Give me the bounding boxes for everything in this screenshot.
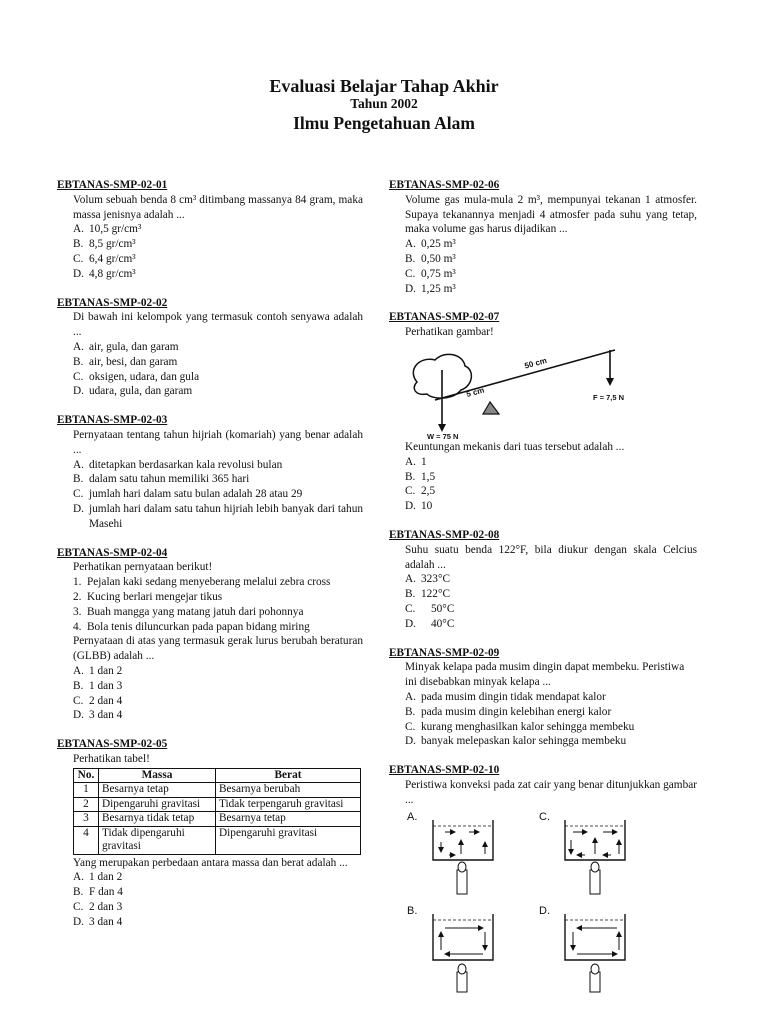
- question-text: Pernyataan di atas yang termasuk gerak lurus berubah beraturan (GLBB) adalah ...: [73, 635, 363, 663]
- option-d[interactable]: D. 10: [405, 500, 433, 513]
- right-column: [389, 178, 697, 1009]
- option-c[interactable]: C. jumlah hari dalam satu bulan adalah 28 atau 29: [73, 488, 303, 501]
- page-subject: Ilmu Pengetahuan Alam: [293, 113, 475, 133]
- col-header-no: No.: [74, 768, 99, 783]
- question-text: Suhu suatu benda 122°F, bila diukur dengan skala Celcius adalah ...: [405, 543, 697, 571]
- left-column: [57, 178, 363, 944]
- mass-weight-table: [73, 768, 361, 855]
- question-id: EBTANAS-SMP-02-10: [389, 764, 500, 777]
- beaker-c: [565, 820, 625, 894]
- convection-figures: [389, 810, 659, 995]
- statement-4: 4. Bola tenis diluncurkan pada papan bidang miring: [73, 620, 310, 633]
- fulcrum: [483, 402, 499, 414]
- option-a[interactable]: A. 10,5 gr/cm³: [73, 223, 142, 236]
- option-a[interactable]: A. ditetapkan berdasarkan kala revolusi bulan: [73, 458, 283, 471]
- option-b-label[interactable]: B.: [407, 904, 418, 917]
- option-a[interactable]: A. 1 dan 2: [73, 871, 123, 884]
- question-id: EBTANAS-SMP-02-08: [389, 528, 500, 541]
- question-2: [57, 296, 363, 400]
- option-b[interactable]: B. pada musim dingin kelebihan energi kalor: [405, 705, 612, 718]
- option-b[interactable]: B. F dan 4: [73, 886, 123, 899]
- question-3: [57, 413, 363, 531]
- question-intro: Perhatikan pernyataan berikut!: [73, 561, 213, 574]
- question-text: Minyak kelapa pada musim dingin dapat membeku. Peristiwa ini disebabkan minyak kelapa ...: [405, 661, 685, 689]
- statement-1: 1. Pejalan kaki sedang menyeberang melalui zebra cross: [73, 576, 331, 589]
- question-6: [389, 178, 697, 296]
- option-b[interactable]: B. 1 dan 3: [73, 679, 123, 692]
- option-b[interactable]: B. 1,5: [405, 470, 436, 483]
- option-d[interactable]: D. 4,8 gr/cm³: [73, 267, 136, 280]
- col-header-massa: Massa: [99, 768, 216, 783]
- option-d[interactable]: D. 1,25 m³: [405, 282, 456, 295]
- option-b[interactable]: B. dalam satu tahun memiliki 365 hari: [73, 473, 250, 486]
- option-d[interactable]: D. udara, gula, dan garam: [73, 385, 193, 398]
- question-8: [389, 528, 697, 632]
- option-d[interactable]: D. 3 dan 4: [73, 915, 123, 928]
- option-a[interactable]: A. 1: [405, 455, 427, 468]
- option-b[interactable]: B. 122°C: [405, 588, 450, 601]
- question-text: Pernyataan tentang tahun hijriah (komariah) yang benar adalah ...: [73, 428, 363, 456]
- question-id: EBTANAS-SMP-02-05: [57, 738, 168, 751]
- option-c[interactable]: C. 2,5: [405, 485, 436, 498]
- option-b[interactable]: B. 0,50 m³: [405, 252, 456, 265]
- option-c[interactable]: C. 0,75 m³: [405, 267, 456, 280]
- option-b[interactable]: B. 8,5 gr/cm³: [73, 238, 136, 251]
- question-10: [389, 763, 697, 994]
- option-d[interactable]: D. banyak melepaskan kalor sehingga membeku: [405, 735, 627, 748]
- question-id: EBTANAS-SMP-02-04: [57, 546, 168, 559]
- option-a[interactable]: A. pada musim dingin tidak mendapat kalor: [405, 690, 606, 703]
- table-row: 3 Besarnya tidak tetap Besarnya tetap: [74, 812, 361, 827]
- table-header-row: [74, 768, 361, 783]
- option-c[interactable]: C. 50°C: [405, 602, 455, 615]
- beaker-b: [433, 914, 493, 992]
- option-d-label[interactable]: D.: [539, 904, 550, 917]
- table-row: 2 Dipengaruhi gravitasi Tidak terpengaruh gravitasi: [74, 797, 361, 812]
- option-d[interactable]: D. 40°C: [405, 617, 455, 630]
- option-c[interactable]: C. 6,4 gr/cm³: [73, 252, 136, 265]
- option-a[interactable]: A. 323°C: [405, 573, 450, 586]
- question-text: Keuntungan mekanis dari tuas tersebut adalah ...: [405, 440, 625, 453]
- question-intro: Perhatikan tabel!: [73, 752, 150, 765]
- question-1: [57, 178, 363, 282]
- statement-2: 2. Kucing berlari mengejar tikus: [73, 590, 223, 603]
- convection-drawings: [389, 810, 659, 995]
- statement-3: 3. Buah mangga yang matang jatuh dari pohonnya: [73, 605, 304, 618]
- option-b[interactable]: B. air, besi, dan garam: [73, 355, 178, 368]
- lever-figure: [405, 340, 665, 440]
- option-c[interactable]: C. 2 dan 4: [73, 694, 123, 707]
- option-c[interactable]: C. kurang menghasilkan kalor sehingga membeku: [405, 720, 635, 733]
- question-id: EBTANAS-SMP-02-06: [389, 179, 500, 191]
- question-text: Di bawah ini kelompok yang termasuk contoh senyawa adalah ...: [73, 311, 363, 339]
- page-year: Tahun 2002: [350, 96, 418, 111]
- option-c[interactable]: C. 2 dan 3: [73, 901, 123, 914]
- question-id: EBTANAS-SMP-02-01: [57, 179, 168, 191]
- col-header-berat: Berat: [216, 768, 361, 783]
- beaker-a: [433, 820, 493, 894]
- option-a-label[interactable]: A.: [407, 810, 418, 823]
- long-arm-label: 50 cm: [523, 355, 548, 371]
- page-title: Evaluasi Belajar Tahap Akhir: [269, 76, 499, 96]
- question-9: [389, 646, 697, 750]
- force-label: F = 7,5 N: [593, 392, 625, 402]
- option-d[interactable]: D. 3 dan 4: [73, 709, 123, 722]
- question-7: [389, 310, 697, 514]
- question-text: Volum sebuah benda 8 cm³ ditimbang massanya 84 gram, maka massa jenisnya adalah ...: [73, 193, 363, 221]
- option-c[interactable]: C. oksigen, udara, dan gula: [73, 370, 200, 383]
- option-c-label[interactable]: C.: [539, 810, 550, 823]
- short-arm-label: 5 cm: [465, 385, 486, 399]
- beaker-d: [565, 914, 625, 992]
- option-a[interactable]: A. 1 dan 2: [73, 664, 123, 677]
- question-id: EBTANAS-SMP-02-02: [57, 296, 168, 309]
- option-a[interactable]: A. 0,25 m³: [405, 238, 456, 251]
- question-text: Peristiwa konveksi pada zat cair yang benar ditunjukkan gambar ...: [405, 778, 697, 806]
- question-id: EBTANAS-SMP-02-07: [389, 311, 500, 324]
- question-4: [57, 546, 363, 724]
- weight-label: W = 75 N: [427, 431, 459, 440]
- table-row: 1 Besarnya tetap Besarnya berubah: [74, 783, 361, 798]
- question-text: Volume gas mula-mula 2 m³, mempunyai tekanan 1 atmosfer. Supaya tekanannya menjadi 4 atmosfer pada suhu yang tetap, maka volume gas harus dijadikan ...: [405, 193, 697, 236]
- question-5: [57, 737, 363, 930]
- question-id: EBTANAS-SMP-02-09: [389, 646, 500, 659]
- table-row: 4 Tidak dipengaruhi gravitasi Dipengaruhi gravitasi: [74, 826, 361, 854]
- option-a[interactable]: A. air, gula, dan garam: [73, 340, 179, 353]
- option-d[interactable]: D. jumlah hari dalam satu tahun hijriah lebih banyak dari tahun Masehi: [73, 502, 363, 530]
- question-text: Yang merupakan perbedaan antara massa dan berat adalah ...: [73, 856, 348, 869]
- question-intro: Perhatikan gambar!: [405, 326, 494, 339]
- question-id: EBTANAS-SMP-02-03: [57, 414, 168, 427]
